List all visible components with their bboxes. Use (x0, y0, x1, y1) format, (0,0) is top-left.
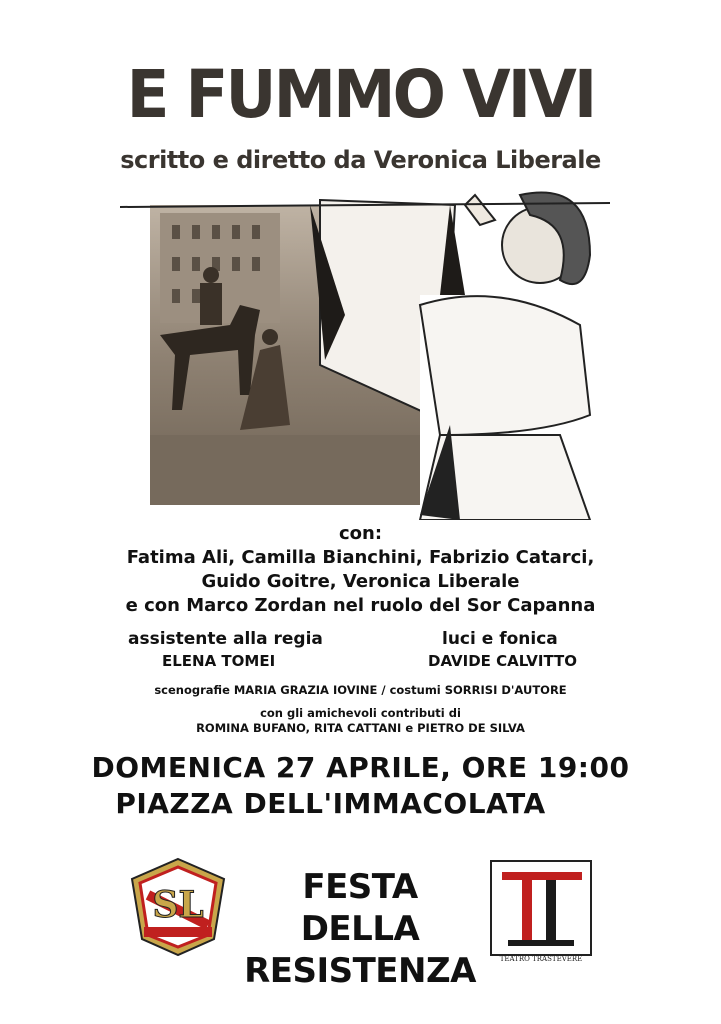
festival-name (240, 866, 480, 992)
svg-text:SL: SL (152, 884, 204, 926)
assistant-credit (128, 628, 368, 672)
poster-subtitle: scritto e diretto da Veronica Liberale (120, 146, 601, 174)
cast-label: con: (338, 523, 383, 544)
lights-title: luci e fonica (442, 629, 558, 649)
assistant-name: ELENA TOMEI (162, 652, 276, 670)
event-info (0, 750, 721, 822)
lights-credit (420, 628, 620, 672)
cast-line: Fatima Ali, Camilla Bianchini, Fabrizio Catarci, (126, 547, 595, 568)
cast-line: Guido Goitre, Veronica Liberale (201, 571, 520, 592)
cast-line: e con Marco Zordan nel ruolo del Sor Capanna (125, 595, 596, 616)
event-place: PIAZZA DELL'IMMACOLATA (115, 787, 546, 820)
contributions-names: ROMINA BUFANO, RITA CATTANI e PIETRO DE SILVA (196, 721, 525, 735)
assistant-title: assistente alla regia (128, 629, 323, 649)
san-lorenzo-logo (126, 855, 230, 959)
contributions-intro: con gli amichevoli contributi di (260, 706, 461, 720)
festival-line: FESTA DELLA (300, 867, 420, 949)
scenography-credit: scenografie MARIA GRAZIA IOVINE / costumi SORRISI D'AUTORE (154, 683, 567, 697)
teatro-trastevere-logo (488, 852, 594, 964)
teatro-caption: TEATRO TRASTEVERE (499, 955, 583, 963)
poster-artwork (120, 185, 610, 520)
cast-section (0, 522, 721, 618)
event-date: DOMENICA 27 APRILE, ORE 19:00 (91, 751, 630, 784)
poster-title: E FUMMO VIVI (126, 56, 595, 133)
festival-line: RESISTENZA (244, 951, 476, 991)
lights-name: DAVIDE CALVITTO (428, 652, 578, 670)
